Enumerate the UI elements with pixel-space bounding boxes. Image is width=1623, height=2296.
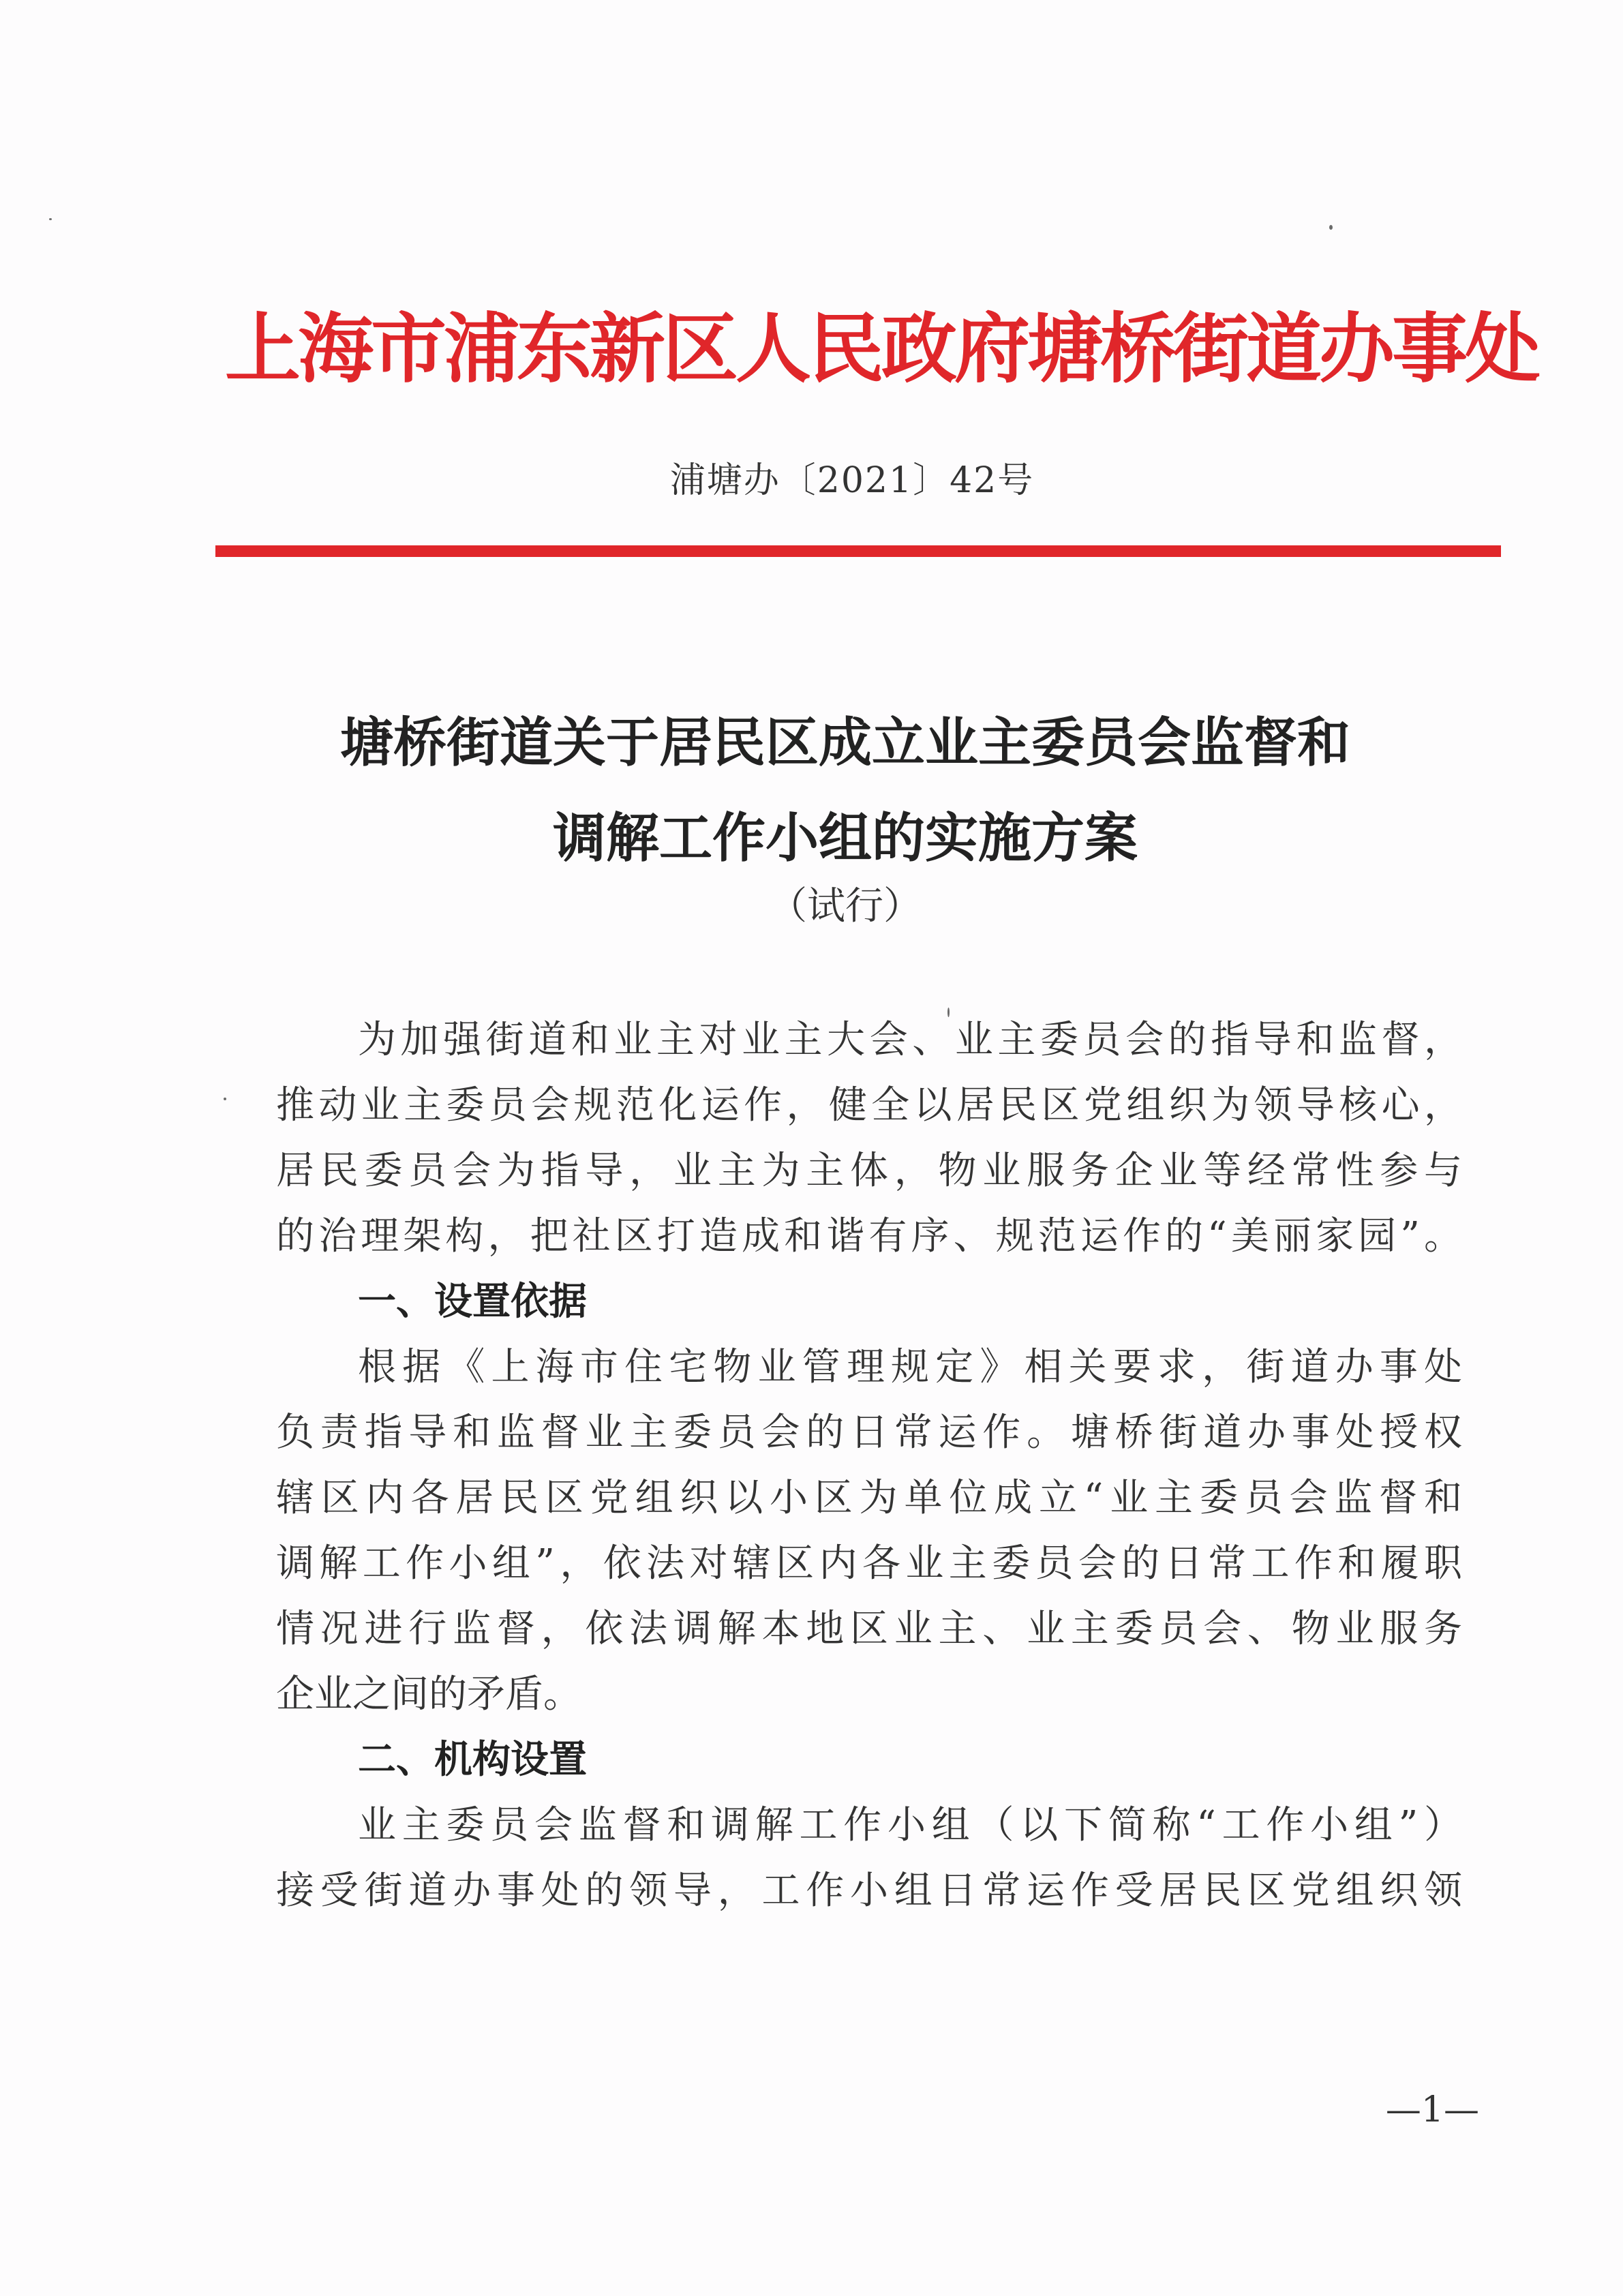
intro-line: 推动业主委员会规范化运作，健全以居民区党组织为领导核心，: [276, 1083, 1462, 1128]
scan-speck: [224, 1098, 226, 1100]
scan-speck: [1329, 225, 1333, 230]
section-1-line: 调解工作小组”，依法对辖区内各业主委员会的日常工作和履职: [276, 1541, 1462, 1586]
title-line-1: 塘桥街道关于居民区成立业主委员会监督和: [339, 712, 1350, 774]
section-2-line: 接受街道办事处的领导，工作小组日常运作受居民区党组织领: [276, 1869, 1462, 1913]
intro-line: 为加强街道和业主对业主大会、业主委员会的指导和监督，: [358, 1018, 1462, 1062]
page-number: —1—: [1385, 2089, 1479, 2130]
section-1-line: 负责指导和监督业主委员会的日常运作。塘桥街道办事处授权: [276, 1410, 1462, 1455]
title-line-2: 调解工作小组的实施方案: [552, 807, 1138, 869]
scan-speck: [49, 218, 52, 220]
section-heading-organization: 二、机构设置: [358, 1738, 587, 1782]
issuing-organization-header: 上海市浦东新区人民政府塘桥街道办事处: [225, 305, 1538, 393]
document-title: [245, 695, 1445, 886]
intro-line: 的治理架构，把社区打造成和谐有序、规范运作的“美丽家园”。: [276, 1214, 1462, 1258]
section-1-line: 企业之间的矛盾。: [276, 1672, 581, 1717]
section-heading-basis: 一、设置依据: [358, 1280, 587, 1324]
document-number: 浦塘办〔2021〕42号: [669, 460, 1035, 501]
section-1-line: 根据《上海市住宅物业管理规定》相关要求，街道办事处: [358, 1345, 1462, 1389]
section-2-line: 业主委员会监督和调解工作小组（以下简称“工作小组”）: [358, 1803, 1462, 1847]
red-divider-line: [215, 545, 1501, 557]
section-1-line: 情况进行监督，依法调解本地区业主、业主委员会、物业服务: [276, 1607, 1462, 1651]
section-1-line: 辖区内各居民区党组织以小区为单位成立“业主委员会监督和: [276, 1476, 1462, 1520]
intro-line: 居民委员会为指导，业主为主体，物业服务企业等经常性参与: [276, 1149, 1462, 1193]
document-body: [276, 1008, 1462, 1924]
scan-speck: [947, 1008, 950, 1017]
document-subtitle: （试行）: [769, 884, 922, 928]
